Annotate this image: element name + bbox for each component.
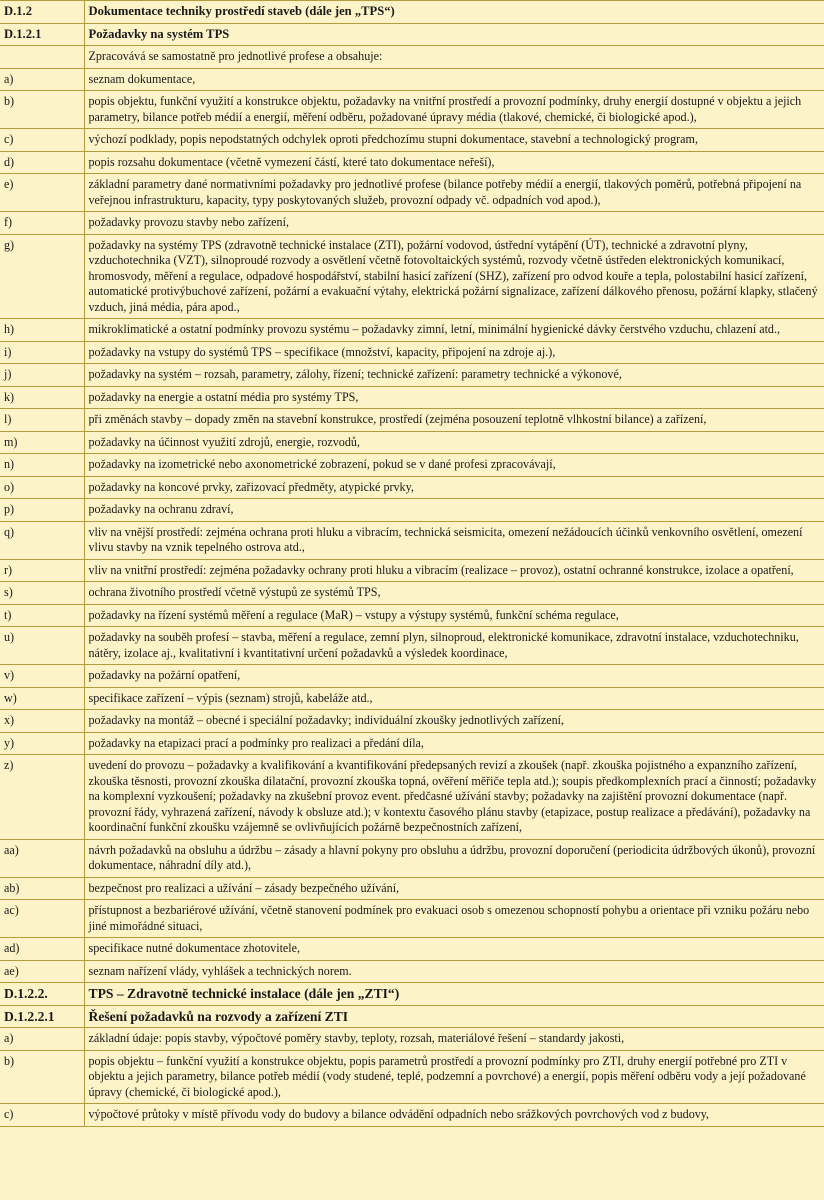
table-row bbox=[0, 319, 824, 342]
table-row bbox=[0, 476, 824, 499]
table-row bbox=[0, 234, 824, 319]
table-row bbox=[0, 1104, 824, 1127]
table-row bbox=[0, 755, 824, 840]
row-code: m) bbox=[0, 431, 84, 454]
row-code: q) bbox=[0, 521, 84, 559]
row-text: specifikace zařízení – výpis (seznam) strojů, kabeláže atd., bbox=[84, 687, 824, 710]
row-code: d) bbox=[0, 151, 84, 174]
row-code: y) bbox=[0, 732, 84, 755]
row-code: j) bbox=[0, 364, 84, 387]
row-text: požadavky na souběh profesí – stavba, měření a regulace, zemní plyn, silnoproud, elektronické komunikace, zdravotní instalace, vzduchotechniku, nátěry, izolace aj., kvalitativní i kvantitativní určení požadavků a výsledek koordinace, bbox=[84, 627, 824, 665]
table-row bbox=[0, 900, 824, 938]
row-code: e) bbox=[0, 174, 84, 212]
row-text: ochrana životního prostředí včetně výstupů ze systémů TPS, bbox=[84, 582, 824, 605]
row-text: při změnách stavby – dopady změn na stavební konstrukce, prostředí (zejména posouzení teplotně vlhkostní bilance) a zařízení, bbox=[84, 409, 824, 432]
row-text: výchozí podklady, popis nepodstatných odchylek oproti předchozímu stupni dokumentace, stavební a technologický program, bbox=[84, 129, 824, 152]
row-code: D.1.2.2. bbox=[0, 983, 84, 1006]
table-row bbox=[0, 687, 824, 710]
table-row bbox=[0, 1028, 824, 1051]
row-text: uvedení do provozu – požadavky a kvalifikování a kvantifikování předepsaných revizí a zkoušek (např. zkouška pojistného a expanzního zařízení, zkouška těsnosti, provozní zkouška dilatační, provozní zkouška topná, ověření měřiče tepla atd.); soupis předkomplexních prací a činností; požadavky na komplexní vyzkoušení; požadavky na zkušební provoz event. předčasné užívání stavby; požadavky na zajištění provozní dokumentace (např. provozní řády, vyhrazená zařízení, návody k obsluze atd.); v kontextu časového plánu stavby (etapizace, postup realizace a předávání), požadavky na koordinační funkční zkoušku vzájemně se ovlivňujících požárně bezpečnostních zařízení, bbox=[84, 755, 824, 840]
row-text: požadavky na izometrické nebo axonometrické zobrazení, pokud se v dané profesi zpracovávají, bbox=[84, 454, 824, 477]
row-text: specifikace nutné dokumentace zhotovitele, bbox=[84, 938, 824, 961]
row-text: vliv na vnitřní prostředí: zejména požadavky ochrany proti hluku a vibracím (realizace – provoz), ostatní ochranné konstrukce, izolace a opatření, bbox=[84, 559, 824, 582]
row-code: aa) bbox=[0, 839, 84, 877]
row-code: l) bbox=[0, 409, 84, 432]
row-code: z) bbox=[0, 755, 84, 840]
table-row bbox=[0, 341, 824, 364]
table-row bbox=[0, 710, 824, 733]
table-row bbox=[0, 409, 824, 432]
table-row bbox=[0, 364, 824, 387]
table-row bbox=[0, 559, 824, 582]
row-text: požadavky na montáž – obecné i speciální požadavky; individuální zkoušky jednotlivých zařízení, bbox=[84, 710, 824, 733]
row-text: bezpečnost pro realizaci a užívání – zásady bezpečného užívání, bbox=[84, 877, 824, 900]
table-row bbox=[0, 732, 824, 755]
row-text: požadavky na systémy TPS (zdravotně technické instalace (ZTI), požární vodovod, ústřední vytápění (ÚT), technické a zdravotní plyny, vzduchotechnika (VZT), silnoproudé rozvody a osvětlení včetně fotovoltaických systémů, rozvody včetně ústředen elektronických komunikací, hromosvody, měření a regulace, odpadové hospodářství, stabilní hasicí zařízení (SHZ), zařízení pro odvod kouře a tepla, polostabilní hasicí zařízení, automatické protivýbuchové zařízení, požární a evakuační výtahy, elektrická požární signalizace, zařízení dálkového přenosu, požární klapky, stlačený vzduch, jiná média, pára apod., bbox=[84, 234, 824, 319]
table-row bbox=[0, 665, 824, 688]
table-row bbox=[0, 582, 824, 605]
row-code: b) bbox=[0, 1050, 84, 1104]
table-row bbox=[0, 212, 824, 235]
table-row bbox=[0, 839, 824, 877]
row-text: základní parametry dané normativními požadavky pro jednotlivé profese (bilance potřeby médií a energií, tlakových poměrů, potřebná připojení na veřejnou infrastrukturu, kapacity, typy poskytovaných služeb, provozní odpady vč. odpadních vod apod.), bbox=[84, 174, 824, 212]
row-code: f) bbox=[0, 212, 84, 235]
row-code: p) bbox=[0, 499, 84, 522]
row-code: k) bbox=[0, 386, 84, 409]
row-code: v) bbox=[0, 665, 84, 688]
row-code: u) bbox=[0, 627, 84, 665]
row-code: a) bbox=[0, 1028, 84, 1051]
row-code: ab) bbox=[0, 877, 84, 900]
row-text: základní údaje: popis stavby, výpočtové poměry stavby, teploty, rozsah, materiálové řešení – standardy jakosti, bbox=[84, 1028, 824, 1051]
row-code: D.1.2.1 bbox=[0, 23, 84, 46]
row-code: c) bbox=[0, 1104, 84, 1127]
table-row bbox=[0, 91, 824, 129]
table-row bbox=[0, 960, 824, 983]
row-text: požadavky na účinnost využití zdrojů, energie, rozvodů, bbox=[84, 431, 824, 454]
row-text: TPS – Zdravotně technické instalace (dále jen „ZTI“) bbox=[84, 983, 824, 1006]
row-code: s) bbox=[0, 582, 84, 605]
row-text: vliv na vnější prostředí: zejména ochrana proti hluku a vibracím, technická seismicita, omezení nežádoucích účinků venkovního osvětlení, omezení vlivu stavby na vznik tepelného ostrova atd., bbox=[84, 521, 824, 559]
row-text: mikroklimatické a ostatní podmínky provozu systému – požadavky zimní, letní, minimální hygienické dávky čerstvého vzduchu, chlazení atd., bbox=[84, 319, 824, 342]
table-row bbox=[0, 454, 824, 477]
table-row bbox=[0, 431, 824, 454]
row-text: požadavky na energie a ostatní média pro systémy TPS, bbox=[84, 386, 824, 409]
row-code: t) bbox=[0, 604, 84, 627]
row-code: c) bbox=[0, 129, 84, 152]
row-text: seznam nařízení vlády, vyhlášek a technických norem. bbox=[84, 960, 824, 983]
row-code: D.1.2.2.1 bbox=[0, 1005, 84, 1028]
table-row bbox=[0, 46, 824, 69]
row-text: požadavky na vstupy do systémů TPS – specifikace (množství, kapacity, připojení na zdroje aj.), bbox=[84, 341, 824, 364]
table-row bbox=[0, 499, 824, 522]
row-code: o) bbox=[0, 476, 84, 499]
row-text: požadavky na ochranu zdraví, bbox=[84, 499, 824, 522]
row-text: návrh požadavků na obsluhu a údržbu – zásady a hlavní pokyny pro obsluhu a údržbu, provozní doporučení (periodicita údržbových úkonů), provozní dokumentace, náhradní díly atd.), bbox=[84, 839, 824, 877]
row-code: ac) bbox=[0, 900, 84, 938]
row-code: w) bbox=[0, 687, 84, 710]
document-rows bbox=[0, 1, 824, 1127]
table-row bbox=[0, 604, 824, 627]
row-code: ae) bbox=[0, 960, 84, 983]
row-code: r) bbox=[0, 559, 84, 582]
row-code: D.1.2 bbox=[0, 1, 84, 24]
row-text: seznam dokumentace, bbox=[84, 68, 824, 91]
table-row bbox=[0, 521, 824, 559]
row-code: g) bbox=[0, 234, 84, 319]
table-row bbox=[0, 23, 824, 46]
row-text: Dokumentace techniky prostředí staveb (dále jen „TPS“) bbox=[84, 1, 824, 24]
table-row bbox=[0, 627, 824, 665]
row-text: požadavky na koncové prvky, zařizovací předměty, atypické prvky, bbox=[84, 476, 824, 499]
table-row bbox=[0, 1050, 824, 1104]
row-text: přístupnost a bezbariérové užívání, včetně stanovení podmínek pro evakuaci osob s omezenou schopností pohybu a orientace při vzniku požáru nebo jiné mimořádné situaci, bbox=[84, 900, 824, 938]
table-row bbox=[0, 129, 824, 152]
table-row bbox=[0, 68, 824, 91]
row-text: popis objektu – funkční využití a konstrukce objektu, popis parametrů prostředí a provozní podmínky pro ZTI, druhy energií potřebné pro ZTI v objektu a jejich parametry, bilance potřeb médií (vody studené, teplé, podzemní a povrchové) a energií, popis měření odběru vody a její požadované úpravy (chemické, či biologické apod.), bbox=[84, 1050, 824, 1104]
table-row bbox=[0, 1005, 824, 1028]
row-code: b) bbox=[0, 91, 84, 129]
table-row bbox=[0, 983, 824, 1006]
table-row bbox=[0, 174, 824, 212]
row-code: h) bbox=[0, 319, 84, 342]
row-text: Požadavky na systém TPS bbox=[84, 23, 824, 46]
table-row bbox=[0, 877, 824, 900]
row-text: výpočtové průtoky v místě přívodu vody do budovy a bilance odvádění odpadních nebo srážkových povrchových vod z budovy, bbox=[84, 1104, 824, 1127]
row-code bbox=[0, 46, 84, 69]
row-code: ad) bbox=[0, 938, 84, 961]
row-text: požadavky provozu stavby nebo zařízení, bbox=[84, 212, 824, 235]
row-code: x) bbox=[0, 710, 84, 733]
row-text: požadavky na řízení systémů měření a regulace (MaR) – vstupy a výstupy systémů, funkční schéma regulace, bbox=[84, 604, 824, 627]
row-text: Zpracovává se samostatně pro jednotlivé profese a obsahuje: bbox=[84, 46, 824, 69]
row-code: a) bbox=[0, 68, 84, 91]
table-row bbox=[0, 151, 824, 174]
row-text: požadavky na požární opatření, bbox=[84, 665, 824, 688]
row-text: popis rozsahu dokumentace (včetně vymezení částí, které tato dokumentace neřeší), bbox=[84, 151, 824, 174]
table-row bbox=[0, 938, 824, 961]
table-row bbox=[0, 1, 824, 24]
row-code: n) bbox=[0, 454, 84, 477]
row-text: popis objektu, funkční využití a konstrukce objektu, požadavky na vnitřní prostředí a provozní podmínky, druhy energií dostupné v objektu a jejich parametry, bilance potřeb médií a energií, měření odběru, požadované úpravy média (tlakové, chemické, či biologické apod.), bbox=[84, 91, 824, 129]
row-text: požadavky na etapizaci prací a podmínky pro realizaci a předání díla, bbox=[84, 732, 824, 755]
table-row bbox=[0, 386, 824, 409]
row-text: požadavky na systém – rozsah, parametry, zálohy, řízení; technické zařízení: parametry technické a výkonové, bbox=[84, 364, 824, 387]
row-code: i) bbox=[0, 341, 84, 364]
row-text: Řešení požadavků na rozvody a zařízení ZTI bbox=[84, 1005, 824, 1028]
